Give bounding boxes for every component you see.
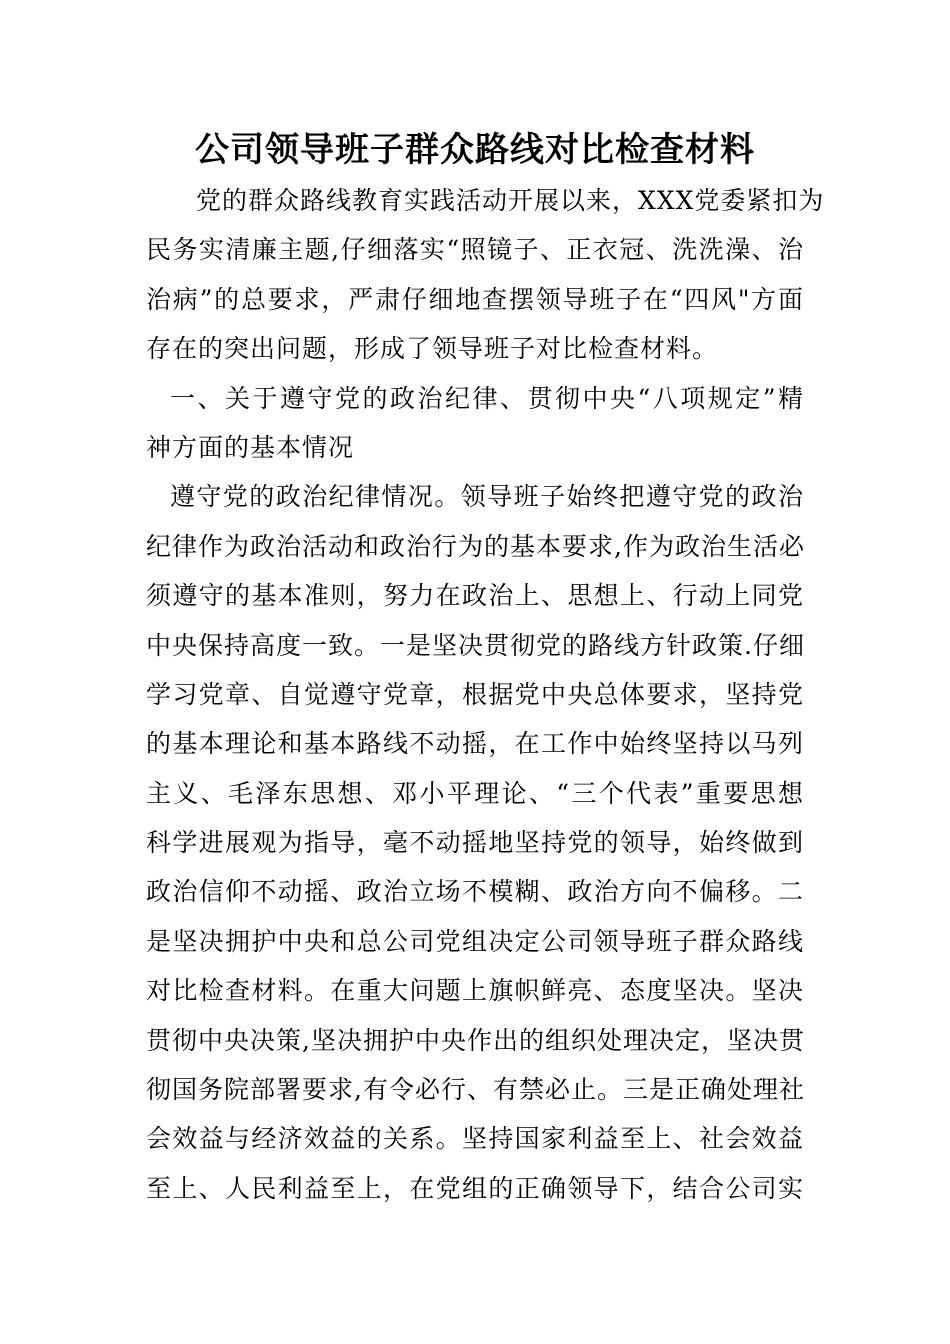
document-title: 公司领导班子群众路线对比检查材料 bbox=[195, 130, 755, 170]
paragraph-line: 民务实清廉主题,仔细落实“照镜子、正衣冠、洗洗澡、治 bbox=[146, 235, 804, 265]
paragraph-line: 纪律作为政治活动和政治行为的基本要求,作为政治生活必 bbox=[146, 531, 805, 561]
paragraph-line: 存在的突出问题，形成了领导班子对比检查材料。 bbox=[146, 334, 719, 364]
paragraph-line: 中央保持高度一致。一是坚决贯彻党的路线方针政策.仔细 bbox=[146, 630, 805, 660]
section-heading-line: 神方面的基本情况 bbox=[146, 432, 355, 462]
paragraph-line: 对比检查材料。在重大问题上旗帜鲜亮、态度坚决。坚决 bbox=[146, 976, 804, 1006]
paragraph-line: 的基本理论和基本路线不动摇，在工作中始终坚持以马列 bbox=[146, 729, 804, 759]
paragraph-line: 主义、毛泽东思想、邓小平理论、“三个代表”重要思想 bbox=[146, 778, 804, 808]
paragraph-line: 遵守党的政治纪律情况。领导班子始终把遵守党的政治 bbox=[170, 482, 804, 512]
paragraph-line: 须遵守的基本准则，努力在政治上、思想上、行动上同党 bbox=[146, 581, 804, 611]
paragraph-line: 治病”的总要求，严肃仔细地查摆领导班子在“四风"方面 bbox=[146, 284, 804, 314]
paragraph-line: 会效益与经济效益的关系。坚持国家利益至上、社会效益 bbox=[146, 1124, 804, 1154]
paragraph-line: 科学进展观为指导，毫不动摇地坚持党的领导，始终做到 bbox=[146, 828, 804, 858]
paragraph-line: 贯彻中央决策,坚决拥护中央作出的组织处理决定，坚决贯 bbox=[146, 1025, 805, 1055]
paragraph-line: 政治信仰不动摇、政治立场不模糊、政治方向不偏移。二 bbox=[146, 877, 804, 907]
paragraph-line: 党的群众路线教育实践活动开展以来，XXX党委紧扣为 bbox=[196, 186, 825, 215]
document-body bbox=[146, 176, 825, 1213]
paragraph-line: 彻国务院部署要求,有令必行、有禁必止。三是正确处理社 bbox=[146, 1075, 805, 1105]
paragraph-line: 至上、人民利益至上，在党组的正确领导下，结合公司实 bbox=[146, 1173, 804, 1203]
paragraph-line: 是坚决拥护中央和总公司党组决定公司领导班子群众路线 bbox=[146, 926, 804, 956]
paragraph-line: 学习党章、自觉遵守党章，根据党中央总体要求，坚持党 bbox=[146, 679, 804, 709]
section-heading-line: 一、关于遵守党的政治纪律、贯彻中央“八项规定”精 bbox=[170, 383, 804, 413]
